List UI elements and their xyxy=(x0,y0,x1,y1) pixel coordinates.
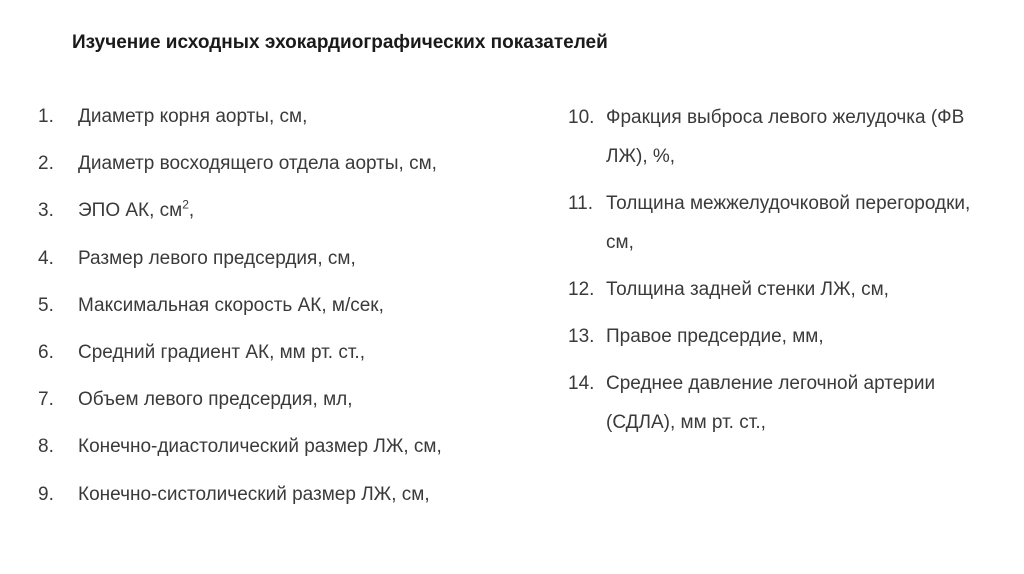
list-left-column xyxy=(38,104,538,529)
item-number: 3. xyxy=(38,200,54,222)
item-number: 13. xyxy=(568,326,595,347)
item-text-main: ЭПО АК, см xyxy=(78,200,183,222)
item-number: 9. xyxy=(38,483,54,505)
item-text xyxy=(78,198,538,224)
item-number: 14. xyxy=(568,373,595,394)
list-right-column xyxy=(568,104,988,450)
list-item xyxy=(38,104,538,151)
item-text: Конечно-диастолический размер ЛЖ, см, xyxy=(78,436,442,458)
list-item xyxy=(38,387,538,434)
item-number: 10. xyxy=(568,107,595,128)
list-item xyxy=(568,184,988,262)
list-item xyxy=(38,482,538,529)
item-text: Диаметр восходящего отдела аорты, см, xyxy=(78,153,437,175)
item-text: Объем левого предсердия, мл, xyxy=(78,389,353,411)
list-item xyxy=(568,317,988,356)
item-text: Размер левого предсердия, см, xyxy=(78,247,356,269)
item-number: 4. xyxy=(38,247,54,269)
item-number: 2. xyxy=(38,153,54,175)
item-text: Правое предсердие, мм, xyxy=(606,326,824,347)
item-text: Толщина межжелудочковой перегородки, см, xyxy=(606,193,971,253)
item-text: Фракция выброса левого желудочка (ФВ ЛЖ), %, xyxy=(606,107,965,167)
item-text-tail: , xyxy=(188,200,195,222)
item-text: Толщина задней стенки ЛЖ, см, xyxy=(606,279,889,300)
item-text: Максимальная скорость АК, м/сек, xyxy=(78,294,384,316)
item-number: 8. xyxy=(38,436,54,458)
list-item xyxy=(38,151,538,198)
item-number: 1. xyxy=(38,106,54,127)
item-text: Среднее давление легочной артерии (СДЛА), мм рт. ст., xyxy=(606,373,936,433)
item-number: 7. xyxy=(38,389,54,411)
slide-title: Изучение исходных эхокардиографических показателей xyxy=(72,32,608,53)
list-item xyxy=(568,364,988,442)
item-number: 11. xyxy=(568,193,594,214)
list-item xyxy=(38,198,538,245)
item-text: Конечно-систолический размер ЛЖ, см, xyxy=(78,483,430,505)
list-item xyxy=(568,270,988,309)
list-item xyxy=(568,98,988,176)
list-item xyxy=(38,246,538,293)
item-text: Диаметр корня аорты, см, xyxy=(78,106,308,127)
list-item xyxy=(38,293,538,340)
superscript: 2 xyxy=(182,198,189,213)
list-item xyxy=(38,340,538,387)
item-text: Средний градиент АК, мм рт. ст., xyxy=(78,341,365,363)
item-number: 6. xyxy=(38,341,54,363)
item-number: 12. xyxy=(568,279,595,300)
list-item xyxy=(38,434,538,481)
item-number: 5. xyxy=(38,294,54,316)
